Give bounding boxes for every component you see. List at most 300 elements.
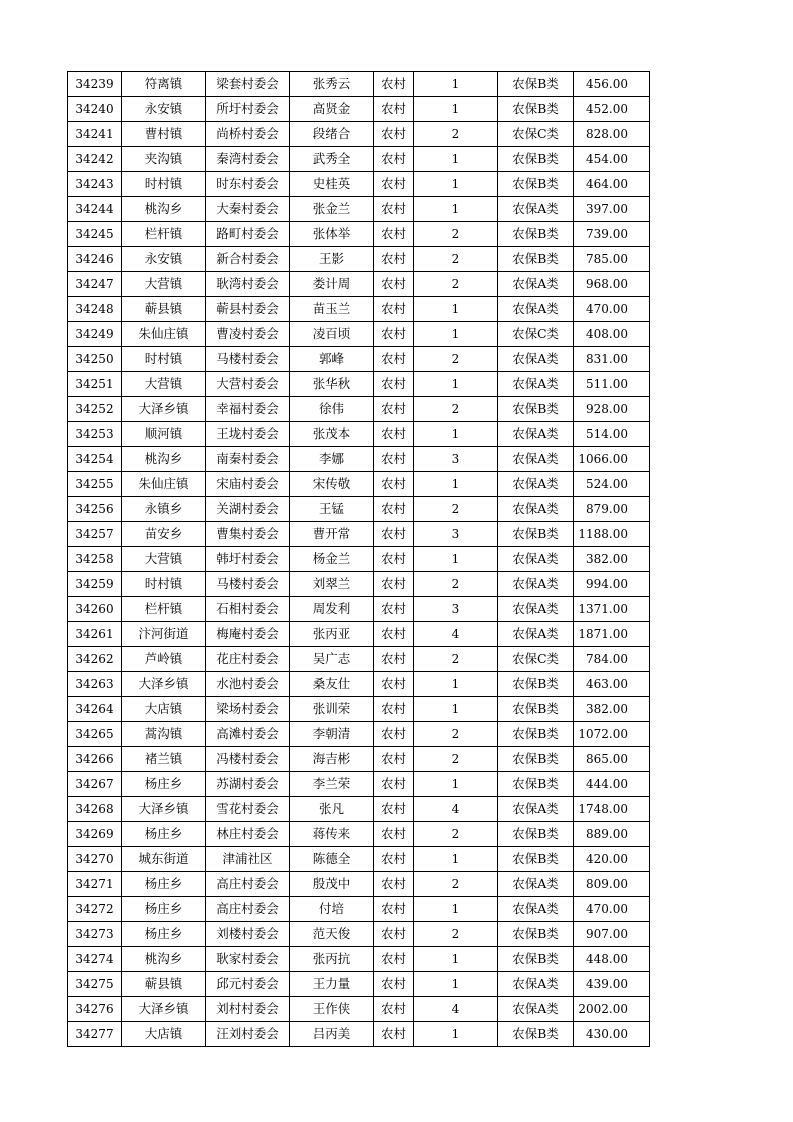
name-cell: 武秀全 — [290, 147, 374, 172]
table-row — [68, 922, 650, 947]
name-cell: 王作侠 — [290, 997, 374, 1022]
serial-number-cell: 34245 — [68, 222, 122, 247]
township-cell: 夹沟镇 — [122, 147, 206, 172]
township-cell: 符离镇 — [122, 72, 206, 97]
category-cell: 农保C类 — [498, 647, 574, 672]
category-cell: 农保B类 — [498, 822, 574, 847]
household-type-cell: 农村 — [374, 1022, 414, 1047]
household-type-cell: 农村 — [374, 147, 414, 172]
table-row — [68, 847, 650, 872]
village-committee-cell: 高庄村委会 — [206, 897, 290, 922]
table-row — [68, 797, 650, 822]
member-count-cell: 1 — [414, 172, 498, 197]
village-committee-cell: 王垅村委会 — [206, 422, 290, 447]
household-type-cell: 农村 — [374, 847, 414, 872]
name-cell: 王锰 — [290, 497, 374, 522]
village-committee-cell: 水池村委会 — [206, 672, 290, 697]
township-cell: 大泽乡镇 — [122, 997, 206, 1022]
serial-number-cell: 34242 — [68, 147, 122, 172]
village-committee-cell: 马楼村委会 — [206, 347, 290, 372]
household-type-cell: 农村 — [374, 272, 414, 297]
serial-number-cell: 34250 — [68, 347, 122, 372]
serial-number-cell: 34243 — [68, 172, 122, 197]
category-cell: 农保A类 — [498, 622, 574, 647]
name-cell: 刘翠兰 — [290, 572, 374, 597]
amount-cell: 928.00 — [574, 397, 650, 422]
township-cell: 栏杆镇 — [122, 597, 206, 622]
village-committee-cell: 耿湾村委会 — [206, 272, 290, 297]
category-cell: 农保B类 — [498, 722, 574, 747]
serial-number-cell: 34274 — [68, 947, 122, 972]
table-row — [68, 697, 650, 722]
serial-number-cell: 34240 — [68, 97, 122, 122]
table-row — [68, 547, 650, 572]
serial-number-cell: 34252 — [68, 397, 122, 422]
member-count-cell: 2 — [414, 872, 498, 897]
category-cell: 农保A类 — [498, 297, 574, 322]
category-cell: 农保B类 — [498, 672, 574, 697]
household-type-cell: 农村 — [374, 622, 414, 647]
name-cell: 殷茂中 — [290, 872, 374, 897]
serial-number-cell: 34264 — [68, 697, 122, 722]
serial-number-cell: 34247 — [68, 272, 122, 297]
category-cell: 农保B类 — [498, 247, 574, 272]
village-committee-cell: 关湖村委会 — [206, 497, 290, 522]
table-row — [68, 897, 650, 922]
amount-cell: 2002.00 — [574, 997, 650, 1022]
village-committee-cell: 刘楼村委会 — [206, 922, 290, 947]
member-count-cell: 1 — [414, 297, 498, 322]
member-count-cell: 1 — [414, 772, 498, 797]
village-committee-cell: 高滩村委会 — [206, 722, 290, 747]
household-type-cell: 农村 — [374, 172, 414, 197]
serial-number-cell: 34258 — [68, 547, 122, 572]
name-cell: 周发利 — [290, 597, 374, 622]
household-type-cell: 农村 — [374, 297, 414, 322]
amount-cell: 879.00 — [574, 497, 650, 522]
household-type-cell: 农村 — [374, 897, 414, 922]
member-count-cell: 2 — [414, 722, 498, 747]
name-cell: 李娜 — [290, 447, 374, 472]
township-cell: 杨庄乡 — [122, 922, 206, 947]
member-count-cell: 2 — [414, 347, 498, 372]
name-cell: 张茂本 — [290, 422, 374, 447]
table-row — [68, 97, 650, 122]
table-row — [68, 422, 650, 447]
name-cell: 付培 — [290, 897, 374, 922]
member-count-cell: 3 — [414, 522, 498, 547]
member-count-cell: 2 — [414, 497, 498, 522]
table-body — [68, 72, 650, 1047]
table-row — [68, 772, 650, 797]
name-cell: 海吉彬 — [290, 747, 374, 772]
amount-cell: 831.00 — [574, 347, 650, 372]
serial-number-cell: 34257 — [68, 522, 122, 547]
member-count-cell: 2 — [414, 747, 498, 772]
name-cell: 张金兰 — [290, 197, 374, 222]
village-committee-cell: 津浦社区 — [206, 847, 290, 872]
township-cell: 桃沟乡 — [122, 447, 206, 472]
township-cell: 桃沟乡 — [122, 197, 206, 222]
village-committee-cell: 蕲县村委会 — [206, 297, 290, 322]
category-cell: 农保A类 — [498, 997, 574, 1022]
household-type-cell: 农村 — [374, 947, 414, 972]
member-count-cell: 2 — [414, 247, 498, 272]
table-row — [68, 647, 650, 672]
serial-number-cell: 34246 — [68, 247, 122, 272]
name-cell: 蒋传来 — [290, 822, 374, 847]
township-cell: 汴河街道 — [122, 622, 206, 647]
township-cell: 时村镇 — [122, 572, 206, 597]
serial-number-cell: 34269 — [68, 822, 122, 847]
serial-number-cell: 34248 — [68, 297, 122, 322]
member-count-cell: 1 — [414, 472, 498, 497]
table-row — [68, 397, 650, 422]
serial-number-cell: 34251 — [68, 372, 122, 397]
name-cell: 桑友仕 — [290, 672, 374, 697]
amount-cell: 865.00 — [574, 747, 650, 772]
table-row — [68, 147, 650, 172]
village-committee-cell: 所圩村委会 — [206, 97, 290, 122]
village-committee-cell: 韩圩村委会 — [206, 547, 290, 572]
amount-cell: 511.00 — [574, 372, 650, 397]
table-row — [68, 197, 650, 222]
household-type-cell: 农村 — [374, 497, 414, 522]
village-committee-cell: 梁场村委会 — [206, 697, 290, 722]
category-cell: 农保B类 — [498, 97, 574, 122]
serial-number-cell: 34263 — [68, 672, 122, 697]
table-row — [68, 997, 650, 1022]
village-committee-cell: 尚桥村委会 — [206, 122, 290, 147]
household-type-cell: 农村 — [374, 72, 414, 97]
name-cell: 张丙抗 — [290, 947, 374, 972]
member-count-cell: 2 — [414, 397, 498, 422]
amount-cell: 464.00 — [574, 172, 650, 197]
village-committee-cell: 曹凌村委会 — [206, 322, 290, 347]
township-cell: 栏杆镇 — [122, 222, 206, 247]
category-cell: 农保A类 — [498, 572, 574, 597]
table-row — [68, 747, 650, 772]
household-type-cell: 农村 — [374, 797, 414, 822]
township-cell: 永安镇 — [122, 97, 206, 122]
township-cell: 杨庄乡 — [122, 897, 206, 922]
serial-number-cell: 34241 — [68, 122, 122, 147]
category-cell: 农保B类 — [498, 772, 574, 797]
name-cell: 王力量 — [290, 972, 374, 997]
serial-number-cell: 34268 — [68, 797, 122, 822]
amount-cell: 1072.00 — [574, 722, 650, 747]
household-type-cell: 农村 — [374, 922, 414, 947]
village-committee-cell: 苏湖村委会 — [206, 772, 290, 797]
township-cell: 时村镇 — [122, 347, 206, 372]
household-type-cell: 农村 — [374, 397, 414, 422]
township-cell: 蕲县镇 — [122, 972, 206, 997]
category-cell: 农保B类 — [498, 522, 574, 547]
village-committee-cell: 新合村委会 — [206, 247, 290, 272]
amount-cell: 382.00 — [574, 697, 650, 722]
name-cell: 宋传敬 — [290, 472, 374, 497]
household-type-cell: 农村 — [374, 972, 414, 997]
member-count-cell: 4 — [414, 797, 498, 822]
name-cell: 张秀云 — [290, 72, 374, 97]
member-count-cell: 1 — [414, 672, 498, 697]
record-table — [67, 71, 650, 1047]
village-committee-cell: 高庄村委会 — [206, 872, 290, 897]
name-cell: 李兰荣 — [290, 772, 374, 797]
serial-number-cell: 34254 — [68, 447, 122, 472]
name-cell: 苗玉兰 — [290, 297, 374, 322]
township-cell: 大营镇 — [122, 372, 206, 397]
category-cell: 农保B类 — [498, 697, 574, 722]
township-cell: 时村镇 — [122, 172, 206, 197]
household-type-cell: 农村 — [374, 222, 414, 247]
member-count-cell: 2 — [414, 647, 498, 672]
household-type-cell: 农村 — [374, 822, 414, 847]
name-cell: 徐伟 — [290, 397, 374, 422]
category-cell: 农保B类 — [498, 397, 574, 422]
village-committee-cell: 曹集村委会 — [206, 522, 290, 547]
table-row — [68, 297, 650, 322]
township-cell: 大营镇 — [122, 547, 206, 572]
household-type-cell: 农村 — [374, 722, 414, 747]
name-cell: 凌百顷 — [290, 322, 374, 347]
township-cell: 蕲县镇 — [122, 297, 206, 322]
serial-number-cell: 34249 — [68, 322, 122, 347]
household-type-cell: 农村 — [374, 572, 414, 597]
serial-number-cell: 34271 — [68, 872, 122, 897]
table-row — [68, 497, 650, 522]
category-cell: 农保A类 — [498, 422, 574, 447]
table-row — [68, 622, 650, 647]
amount-cell: 408.00 — [574, 322, 650, 347]
amount-cell: 448.00 — [574, 947, 650, 972]
table-row — [68, 1022, 650, 1047]
household-type-cell: 农村 — [374, 472, 414, 497]
amount-cell: 809.00 — [574, 872, 650, 897]
member-count-cell: 1 — [414, 322, 498, 347]
category-cell: 农保A类 — [498, 972, 574, 997]
village-committee-cell: 花庄村委会 — [206, 647, 290, 672]
name-cell: 吕丙美 — [290, 1022, 374, 1047]
amount-cell: 514.00 — [574, 422, 650, 447]
village-committee-cell: 南秦村委会 — [206, 447, 290, 472]
name-cell: 陈德全 — [290, 847, 374, 872]
township-cell: 杨庄乡 — [122, 822, 206, 847]
serial-number-cell: 34253 — [68, 422, 122, 447]
member-count-cell: 1 — [414, 147, 498, 172]
serial-number-cell: 34266 — [68, 747, 122, 772]
table-row — [68, 597, 650, 622]
township-cell: 顺河镇 — [122, 422, 206, 447]
household-type-cell: 农村 — [374, 872, 414, 897]
township-cell: 芦岭镇 — [122, 647, 206, 672]
table-row — [68, 322, 650, 347]
village-committee-cell: 梅庵村委会 — [206, 622, 290, 647]
household-type-cell: 农村 — [374, 197, 414, 222]
amount-cell: 470.00 — [574, 297, 650, 322]
name-cell: 范天俊 — [290, 922, 374, 947]
category-cell: 农保A类 — [498, 597, 574, 622]
township-cell: 桃沟乡 — [122, 947, 206, 972]
village-committee-cell: 路町村委会 — [206, 222, 290, 247]
member-count-cell: 3 — [414, 447, 498, 472]
household-type-cell: 农村 — [374, 547, 414, 572]
amount-cell: 828.00 — [574, 122, 650, 147]
table-row — [68, 222, 650, 247]
township-cell: 大营镇 — [122, 272, 206, 297]
member-count-cell: 1 — [414, 897, 498, 922]
name-cell: 娄计周 — [290, 272, 374, 297]
household-type-cell: 农村 — [374, 997, 414, 1022]
member-count-cell: 1 — [414, 372, 498, 397]
village-committee-cell: 梁套村委会 — [206, 72, 290, 97]
amount-cell: 463.00 — [574, 672, 650, 697]
name-cell: 杨金兰 — [290, 547, 374, 572]
serial-number-cell: 34255 — [68, 472, 122, 497]
household-type-cell: 农村 — [374, 247, 414, 272]
village-committee-cell: 耿家村委会 — [206, 947, 290, 972]
category-cell: 农保B类 — [498, 847, 574, 872]
village-committee-cell: 刘村村委会 — [206, 997, 290, 1022]
township-cell: 杨庄乡 — [122, 872, 206, 897]
township-cell: 城东街道 — [122, 847, 206, 872]
serial-number-cell: 34270 — [68, 847, 122, 872]
table-row — [68, 522, 650, 547]
table-row — [68, 347, 650, 372]
member-count-cell: 2 — [414, 272, 498, 297]
name-cell: 高贤金 — [290, 97, 374, 122]
member-count-cell: 1 — [414, 1022, 498, 1047]
household-type-cell: 农村 — [374, 747, 414, 772]
table-row — [68, 572, 650, 597]
amount-cell: 1188.00 — [574, 522, 650, 547]
category-cell: 农保B类 — [498, 72, 574, 97]
amount-cell: 420.00 — [574, 847, 650, 872]
township-cell: 褚兰镇 — [122, 747, 206, 772]
household-type-cell: 农村 — [374, 697, 414, 722]
serial-number-cell: 34272 — [68, 897, 122, 922]
village-committee-cell: 汪刘村委会 — [206, 1022, 290, 1047]
name-cell: 段绪合 — [290, 122, 374, 147]
village-committee-cell: 石相村委会 — [206, 597, 290, 622]
member-count-cell: 1 — [414, 197, 498, 222]
village-committee-cell: 幸福村委会 — [206, 397, 290, 422]
household-type-cell: 农村 — [374, 422, 414, 447]
household-type-cell: 农村 — [374, 372, 414, 397]
name-cell: 张丙亚 — [290, 622, 374, 647]
category-cell: 农保C类 — [498, 122, 574, 147]
member-count-cell: 2 — [414, 822, 498, 847]
table-row — [68, 372, 650, 397]
amount-cell: 907.00 — [574, 922, 650, 947]
category-cell: 农保B类 — [498, 147, 574, 172]
category-cell: 农保A类 — [498, 372, 574, 397]
township-cell: 苗安乡 — [122, 522, 206, 547]
household-type-cell: 农村 — [374, 97, 414, 122]
amount-cell: 968.00 — [574, 272, 650, 297]
amount-cell: 1871.00 — [574, 622, 650, 647]
category-cell: 农保B类 — [498, 922, 574, 947]
name-cell: 吴广志 — [290, 647, 374, 672]
village-committee-cell: 秦湾村委会 — [206, 147, 290, 172]
name-cell: 王影 — [290, 247, 374, 272]
township-cell: 朱仙庄镇 — [122, 472, 206, 497]
table-row — [68, 72, 650, 97]
category-cell: 农保B类 — [498, 222, 574, 247]
table-row — [68, 822, 650, 847]
amount-cell: 994.00 — [574, 572, 650, 597]
name-cell: 张凡 — [290, 797, 374, 822]
household-type-cell: 农村 — [374, 122, 414, 147]
township-cell: 曹村镇 — [122, 122, 206, 147]
serial-number-cell: 34260 — [68, 597, 122, 622]
category-cell: 农保A类 — [498, 197, 574, 222]
household-type-cell: 农村 — [374, 347, 414, 372]
category-cell: 农保B类 — [498, 1022, 574, 1047]
serial-number-cell: 34265 — [68, 722, 122, 747]
amount-cell: 454.00 — [574, 147, 650, 172]
serial-number-cell: 34273 — [68, 922, 122, 947]
township-cell: 大店镇 — [122, 697, 206, 722]
amount-cell: 785.00 — [574, 247, 650, 272]
category-cell: 农保A类 — [498, 272, 574, 297]
amount-cell: 444.00 — [574, 772, 650, 797]
member-count-cell: 4 — [414, 997, 498, 1022]
serial-number-cell: 34244 — [68, 197, 122, 222]
table-row — [68, 672, 650, 697]
village-committee-cell: 大秦村委会 — [206, 197, 290, 222]
category-cell: 农保A类 — [498, 347, 574, 372]
category-cell: 农保A类 — [498, 897, 574, 922]
household-type-cell: 农村 — [374, 597, 414, 622]
category-cell: 农保A类 — [498, 872, 574, 897]
name-cell: 张华秋 — [290, 372, 374, 397]
village-committee-cell: 林庄村委会 — [206, 822, 290, 847]
amount-cell: 1371.00 — [574, 597, 650, 622]
village-committee-cell: 邱元村委会 — [206, 972, 290, 997]
township-cell: 永镇乡 — [122, 497, 206, 522]
amount-cell: 1066.00 — [574, 447, 650, 472]
household-type-cell: 农村 — [374, 672, 414, 697]
member-count-cell: 1 — [414, 422, 498, 447]
category-cell: 农保B类 — [498, 747, 574, 772]
table-row — [68, 472, 650, 497]
amount-cell: 739.00 — [574, 222, 650, 247]
township-cell: 永安镇 — [122, 247, 206, 272]
category-cell: 农保A类 — [498, 497, 574, 522]
township-cell: 大泽乡镇 — [122, 797, 206, 822]
member-count-cell: 2 — [414, 922, 498, 947]
township-cell: 大泽乡镇 — [122, 672, 206, 697]
household-type-cell: 农村 — [374, 772, 414, 797]
serial-number-cell: 34267 — [68, 772, 122, 797]
serial-number-cell: 34276 — [68, 997, 122, 1022]
category-cell: 农保A类 — [498, 472, 574, 497]
category-cell: 农保C类 — [498, 322, 574, 347]
amount-cell: 430.00 — [574, 1022, 650, 1047]
table-row — [68, 947, 650, 972]
member-count-cell: 2 — [414, 222, 498, 247]
name-cell: 李朝清 — [290, 722, 374, 747]
member-count-cell: 1 — [414, 972, 498, 997]
amount-cell: 1748.00 — [574, 797, 650, 822]
amount-cell: 397.00 — [574, 197, 650, 222]
household-type-cell: 农村 — [374, 447, 414, 472]
amount-cell: 524.00 — [574, 472, 650, 497]
category-cell: 农保B类 — [498, 947, 574, 972]
category-cell: 农保A类 — [498, 797, 574, 822]
table-row — [68, 247, 650, 272]
